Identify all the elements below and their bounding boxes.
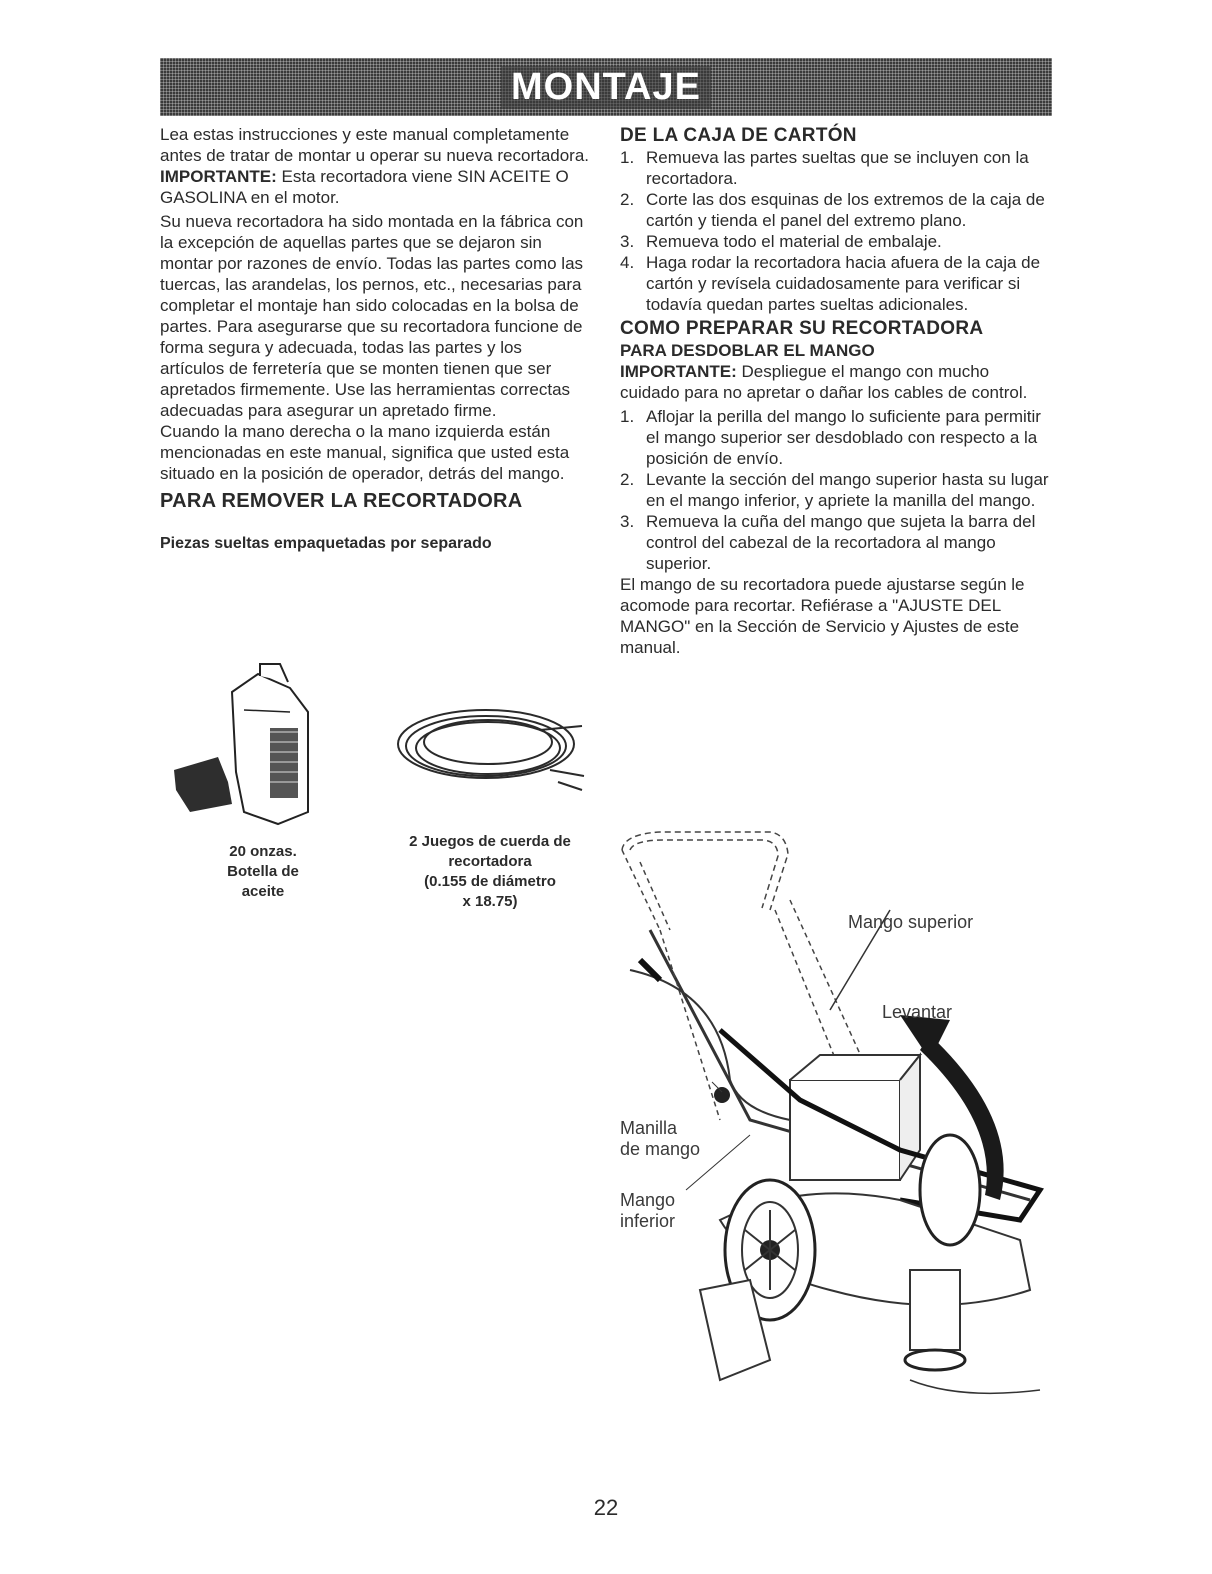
list-item: 3. Remueva todo el material de embalaje. (620, 232, 942, 251)
intro-important (160, 166, 590, 208)
label-upper-handle: Mango superior (848, 912, 974, 932)
label-lower-handle: Mango inferior (620, 1190, 676, 1231)
list-item: 1. Aflojar la perilla del mango lo suficiente para permitir el mango superior ser desdoblado con respecto a la posición de envío. (620, 407, 1041, 468)
right-column (620, 124, 1052, 658)
label-lift: Levantar (882, 1002, 953, 1022)
carton-section-title: DE LA CAJA DE CARTÓN (620, 125, 857, 146)
banner-title: MONTAJE (501, 66, 711, 109)
intro-paragraph-3: Cuando la mano derecha o la mano izquierda están mencionadas en este manual, significa que usted esta situado en la posición de operador, detrás del mango. (160, 422, 570, 483)
list-item: 2. Levante la sección del mango superior hasta su lugar en el mango inferior, y apriete la manilla del mango. (620, 470, 1049, 510)
page-number: 22 (593, 1495, 619, 1520)
remove-section-title: PARA REMOVER LA RECORTADORA (160, 490, 523, 512)
important-label: IMPORTANTE: (160, 167, 277, 186)
trimmer-line-caption: 2 Juegos de cuerda de recortadora (0.155 de diámetro x 18.75) (409, 833, 571, 910)
intro-paragraph-2: Su nueva recortadora ha sido montada en la fábrica con la excepción de aquellas partes que se dejaron sin montar por razones de envío. Todas las partes como las tuercas, las arandelas, los pernos, etc., necesarias para completar el montaje han sido colocadas en la bolsa de partes. Para asegurarse que su recortadora funcione de forma segura y adecuada, todas las partes y los artículos de ferretería que se monten tienen que ser apretados firmemente. Use las herramientas correctas adecuadas para asegurar un apretado firme. (160, 212, 584, 420)
trimmer-line-illustration (390, 690, 590, 810)
list-item: 4. Haga rodar la recortadora hacia afuera de la caja de cartón y revísela cuidadosamente para verificar si todavía quedan partes sueltas adicionales. (620, 253, 1041, 314)
important-label: IMPORTANTE: (620, 362, 737, 381)
prepare-subtitle: PARA DESDOBLAR EL MANGO (620, 341, 875, 360)
section-banner (160, 58, 1052, 116)
left-column (160, 124, 590, 554)
list-item: 1. Remueva las partes sueltas que se incluyen con la recortadora. (620, 148, 1029, 188)
list-item: 2. Corte las dos esquinas de los extremos de la caja de cartón y tienda el panel del extremo plano. (620, 190, 1045, 230)
prepare-section-title: COMO PREPARAR SU RECORTADORA (620, 318, 984, 339)
loose-parts-title: Piezas sueltas empaquetadas por separado (160, 535, 492, 552)
important-text: Despliegue el mango con mucho cuidado para no apretar o dañar los cables de control. (620, 362, 1028, 402)
bottle-caption: 20 onzas. Botella de aceite (227, 843, 299, 900)
important-text: Esta recortadora viene SIN ACEITE O GASOLINA en el motor. (160, 167, 569, 207)
label-handle-knob: Manilla de mango (620, 1118, 701, 1159)
oil-bottle-illustration (170, 662, 330, 832)
list-item: 3. Remueva la cuña del mango que sujeta la barra del control del cabezal de la recortadora al mango superior. (620, 512, 1036, 573)
prepare-closing: El mango de su recortadora puede ajustarse según le acomode para recortar. Refiérase a "AJUSTE DEL MANGO" en la Sección de Servicio y Ajustes de este manual. (620, 575, 1025, 657)
intro-paragraph-1: Lea estas instrucciones y este manual completamente antes de tratar de montar u operar su nueva recortadora. (160, 125, 590, 165)
prepare-important (620, 361, 1052, 403)
prepare-steps-list (620, 406, 1052, 574)
carton-steps-list (620, 147, 1052, 315)
